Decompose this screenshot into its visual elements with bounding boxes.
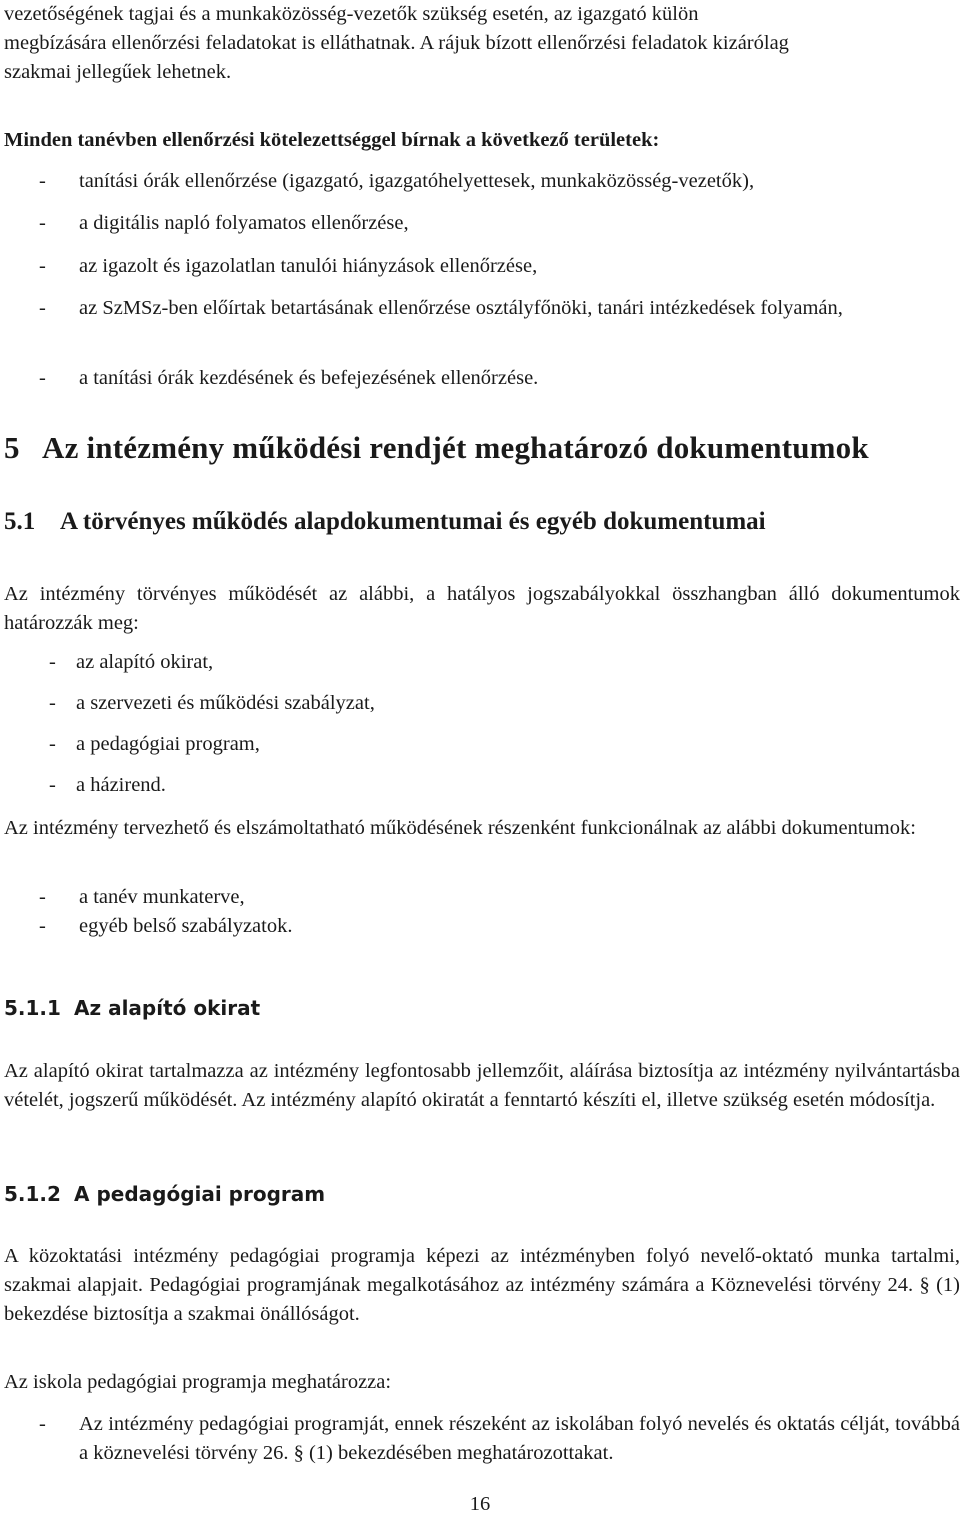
section-5-heading xyxy=(4,430,869,466)
intro-line-1: vezetőségének tagjai és a munkaközösség-vezetők szükség esetén, az igazgató külön xyxy=(4,3,699,25)
section-5-1-1-heading xyxy=(4,994,260,1022)
section-5-1-heading xyxy=(4,506,766,538)
intro-paragraph xyxy=(4,0,960,87)
section-number: 5.1.1 xyxy=(4,996,61,1020)
section-5-1-2-heading xyxy=(4,1180,325,1208)
program-paragraph: A közoktatási intézmény pedagógiai programja képezi az intézményben folyó nevelő-oktató munka tartalmi, szakmai alapjait. Pedagógiai programjának megalkotásához az intézmény számára a Köznevelési törvény 24. § (1) bekezdése biztosítja a szakmai önállóságot. xyxy=(4,1245,960,1325)
planned-docs-paragraph: Az intézmény tervezhető és elszámoltatható működésének részenként funkcionálnak az alábbi dokumentumok: xyxy=(4,817,916,839)
section-title: Az intézmény működési rendjét meghatározó dokumentumok xyxy=(42,430,869,465)
control-areas-heading: Minden tanévben ellenőrzési kötelezettséggel bírnak a következő területek: xyxy=(4,129,660,151)
section-number: 5.1 xyxy=(4,508,36,535)
section-number: 5 xyxy=(4,430,20,465)
legal-docs-paragraph: Az intézmény törvényes működését az alábbi, a hatályos jogszabályokkal összhangban álló dokumentumok határozzák meg: xyxy=(4,583,960,634)
intro-line-3: szakmai jellegűek lehetnek. xyxy=(4,61,232,83)
section-title: Az alapító okirat xyxy=(74,996,261,1020)
document-page: vezetőségének tagjai és a munkaközösség-vezetők szükség esetén, az igazgató külön megbízására ellenőrzési feladatokat is elláthatnak. A rájuk bízott ellenőrzési feladatok kizárólag szakmai jellegűek lehetnek. Minden tanévben ellenőrzési kötelezettséggel bírnak a következő területek: - tanítási órák ellenőrzése (igazgató, igazgatóhelyettesek, munkaközösség-vezetők), - a digitális napló folyamatos ellenőrzése, - az igazolt és igazolatlan tanulói hiányzások ellenőrzése, - az SzMSz-ben előírtak betartásának ellenőrzése osztályfőnöki, tanári intézkedések folyamán, - a tanítási órák kezdésének és befejezésének ellenőrzése. 5 Az intézmény működési rendjét meghatározó dokumentumok 5.1 A törvényes működés alapdokumentumai és egyéb dokumentumai Az intézmény törvényes működését az alábbi, a hatályos jogszabályokkal összhangban álló dokumentumok határozzák meg: - az alapító okirat, - a szervezeti és működési szabályzat, - a pedagógiai program, - a házirend. Az intézmény tervezhető és elszámoltatható működésének részenként funkcionálnak az alábbi dokumentumok: - a tanév munkaterve, - egyéb belső szabályzatok. 5.1.1 Az alapító okirat Az alapító okirat tartalmazza az intézmény legfontosabb jellemzőit, aláírása biztosítja az intézmény nyilvántartásba vételét, jogszerű működését. Az intézmény alapító okiratát a fenntartó készíti el, illetve szükség esetén módosítja. 5.1.2 A pedagógiai program A közoktatási intézmény pedagógiai programja képezi az intézményben folyó nevelő-oktató munka tartalmi, szakmai alapjait. Pedagógiai programjának megalkotásához az intézmény számára a Köznevelési törvény 24. § (1) bekezdése biztosítja a szakmai önállóságot. Az iskola pedagógiai programja meghatározza: - Az intézmény pedagógiai programját, ennek részeként az iskolában folyó nevelés és oktatás célját, továbbá a köznevelési törvény 26. § (1) bekezdésében meghatározottakat. 16 xyxy=(0,0,960,1516)
section-number: 5.1.2 xyxy=(4,1182,61,1206)
control-item: - az SzMSz-ben előírtak betartásának ellenőrzése osztályfőnöki, tanári intézkedések folyamán, xyxy=(39,297,843,319)
school-program-item: - Az intézmény pedagógiai programját, ennek részeként az iskolában folyó nevelés és oktatás célját, továbbá a köznevelési törvény 26. § (1) bekezdésében meghatározottakat. xyxy=(39,1413,960,1464)
page-number: 16 xyxy=(469,1493,491,1515)
section-title: A pedagógiai program xyxy=(74,1182,326,1206)
school-program-intro: Az iskola pedagógiai programja meghatározza: xyxy=(4,1371,392,1393)
charter-paragraph: Az alapító okirat tartalmazza az intézmény legfontosabb jellemzőit, aláírása biztosítja az intézmény nyilvántartásba vételét, jogszerű működését. Az intézmény alapító okiratát a fenntartó készíti el, illetve szükség esetén módosítja. xyxy=(4,1060,960,1111)
intro-line-2: megbízására ellenőrzési feladatokat is elláthatnak. A rájuk bízott ellenőrzési feladatok kizárólag xyxy=(4,32,789,54)
section-title: A törvényes működés alapdokumentumai és egyéb dokumentumai xyxy=(60,508,766,535)
